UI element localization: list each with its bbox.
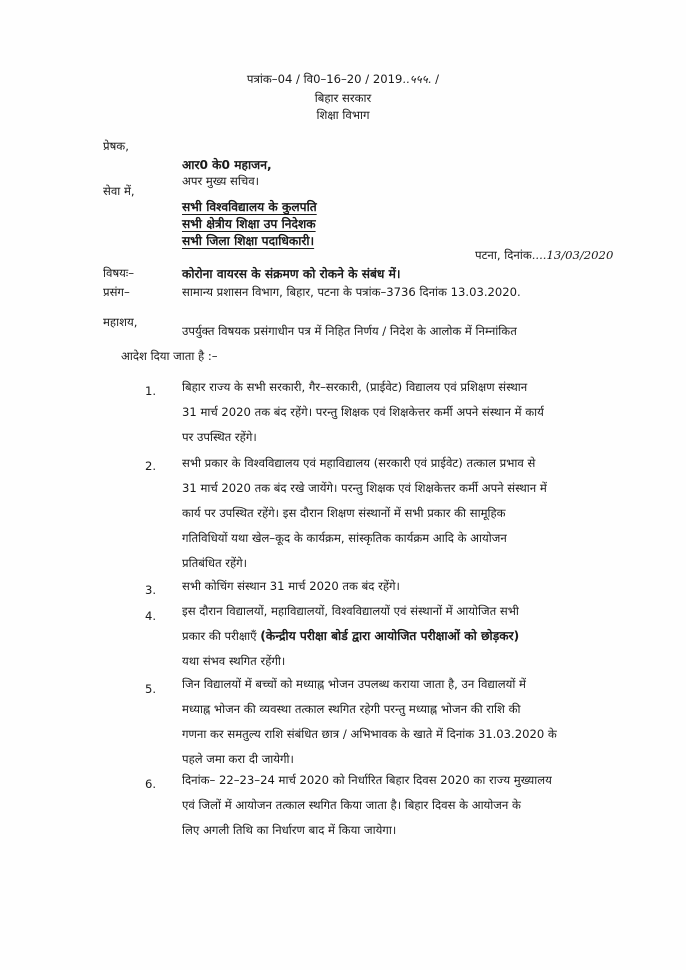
point-line: दिनांक– 22–23–24 मार्च 2020 को निर्धारित बिहार दिवस 2020 का राज्य मुख्यालय	[182, 773, 552, 787]
date-prefix: पटना, दिनांक	[475, 248, 532, 262]
point-text	[182, 768, 602, 843]
subject-text: कोरोना वायरस के संक्रमण को रोकने के संबंध में।	[182, 267, 401, 281]
subject-label: विषयः–	[103, 266, 135, 280]
point-line: कार्य पर उपस्थित रहेंगे। इस दौरान शिक्षण संस्थानों में सभी प्रकार की सामूहिक	[182, 506, 506, 520]
point-line: पहले जमा करा दी जायेगी।	[182, 752, 294, 766]
point-line: 31 मार्च 2020 तक बंद रहेंगे। परन्तु शिक्षक एवं शिक्षकेत्तर कर्मी अपने संस्थान में कार्य	[182, 405, 544, 419]
point-line: एवं जिलों में आयोजन तत्काल स्थगित किया जाता है। बिहार दिवस के आयोजन के	[182, 798, 521, 812]
point-line: मध्याह्न भोजन की व्यवस्था तत्काल स्थगित रहेगी परन्तु मध्याह्न भोजन की राशि की	[182, 702, 521, 716]
reference-number-text: पत्रांक–04 / वि0–16–20 / 2019	[246, 72, 403, 86]
point-text	[182, 451, 602, 576]
point-line-normal: प्रकार की परीक्षाएँ	[182, 629, 261, 643]
point-line	[182, 624, 602, 649]
sender-label: प्रेषक,	[103, 139, 129, 153]
point-number: 5.	[145, 682, 157, 696]
point-line: पर उपस्थित रहेंगे।	[182, 430, 257, 444]
sender-designation: अपर मुख्य सचिव।	[182, 174, 260, 188]
point-line: 31 मार्च 2020 तक बंद रखे जायेंगे। परन्तु शिक्षक एवं शिक्षकेत्तर कर्मी अपने संस्थान में	[182, 481, 547, 495]
government-name: बिहार सरकार	[314, 91, 372, 105]
date-line	[475, 248, 613, 263]
department-name: शिक्षा विभाग	[316, 108, 370, 122]
reference-text: सामान्य प्रशासन विभाग, बिहार, पटना के पत्रांक–3736 दिनांक 13.03.2020.	[182, 285, 521, 299]
reference-number	[0, 72, 686, 87]
recipient-item: सभी विश्वविद्यालय के कुलपति	[182, 200, 317, 214]
reference-label: प्रसंग–	[103, 285, 130, 299]
point-text	[182, 672, 602, 772]
point-line: प्रतिबंधित रहेंगे।	[182, 556, 248, 570]
reference-number-suffix: /	[431, 72, 440, 86]
point-line: जिन विद्यालयों में बच्चों को मध्याह्न भोजन उपलब्ध कराया जाता है, उन विद्यालयों में	[182, 677, 526, 691]
point-line: लिए अगली तिथि का निर्धारण बाद में किया जायेगा।	[182, 823, 397, 837]
point-text	[182, 375, 602, 450]
point-line: यथा संभव स्थगित रहेंगी।	[182, 654, 286, 668]
intro-line: आदेश दिया जाता है :–	[121, 349, 218, 363]
point-line: सभी प्रकार के विश्वविद्यालय एवं महाविद्यालय (सरकारी एवं प्राईवेट) तत्काल प्रभाव से	[182, 456, 536, 470]
recipient-item: सभी जिला शिक्षा पदाधिकारी।	[182, 234, 315, 248]
point-number: 2.	[145, 459, 157, 473]
recipient-item: सभी क्षेत्रीय शिक्षा उप निदेशक	[182, 217, 316, 231]
point-line: बिहार राज्य के सभी सरकारी, गैर–सरकारी, (प्राईवेट) विद्यालय एवं प्रशिक्षण संस्थान	[182, 380, 528, 394]
point-text	[182, 599, 602, 674]
date-handwritten: ....13/03/2020	[531, 248, 614, 262]
point-text	[182, 574, 602, 599]
salutation: महाशय,	[103, 315, 138, 329]
point-number: 1.	[145, 384, 157, 398]
point-line: गणना कर समतुल्य राशि संबंधित छात्र / अभिभावक के खाते में दिनांक 31.03.2020 के	[182, 727, 557, 741]
point-number: 3.	[145, 583, 157, 597]
point-number: 4.	[145, 609, 157, 623]
exam-board-exception: (केन्द्रीय परीक्षा बोर्ड द्वारा आयोजित परीक्षाओं को छोड़कर)	[260, 629, 520, 643]
intro-line: उपर्युक्त विषयक प्रसंगाधीन पत्र में निहित निर्णय / निदेश के आलोक में निम्नांकित	[182, 324, 517, 338]
point-line: गतिविधियों यथा खेल–कूद के कार्यक्रम, सांस्कृतिक कार्यक्रम आदि के आयोजन	[182, 531, 507, 545]
point-number: 6.	[145, 777, 157, 791]
point-line: इस दौरान विद्यालयों, महाविद्यालयों, विश्वविद्यालयों एवं संस्थानों में आयोजित सभी	[182, 604, 519, 618]
point-line: सभी कोचिंग संस्थान 31 मार्च 2020 तक बंद रहेंगे।	[182, 579, 400, 593]
reference-number-handwritten: ..५५५.	[402, 72, 432, 86]
sender-name: आर0 के0 महाजन,	[182, 158, 272, 172]
recipients-label: सेवा में,	[103, 184, 135, 198]
